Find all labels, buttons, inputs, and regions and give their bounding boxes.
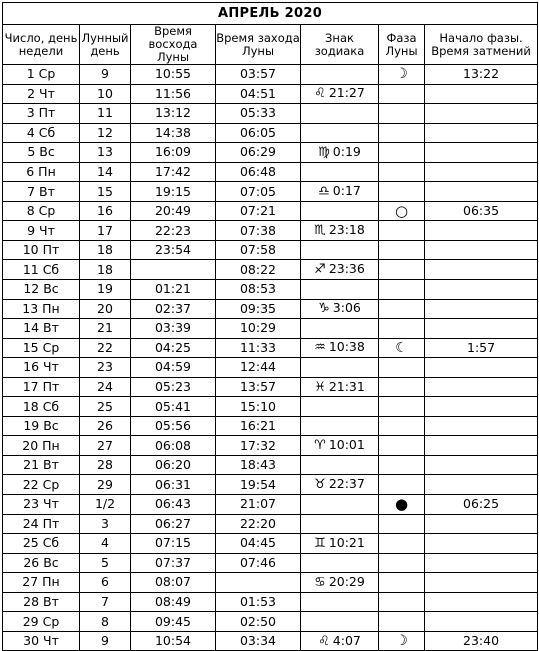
cell-phase-start [425, 162, 538, 182]
cell-lunar-day: 10 [80, 84, 131, 104]
cell-date: 19 Вс [3, 416, 80, 436]
cell-moonrise: 06:20 [131, 455, 216, 475]
cell-moonset: 15:10 [216, 397, 301, 417]
cell-date: 17 Пт [3, 377, 80, 397]
cell-lunar-day: 21 [80, 319, 131, 339]
cell-zodiac [301, 514, 379, 534]
cell-zodiac [301, 397, 379, 417]
cell-moonset: 12:44 [216, 358, 301, 378]
cell-lunar-day: 1/2 [80, 495, 131, 515]
cell-moonrise: 05:56 [131, 416, 216, 436]
cell-lunar-day: 18 [80, 260, 131, 280]
header-phase-start: Начало фазы. Время затмений [425, 25, 538, 65]
table-row [3, 475, 538, 495]
cell-lunar-day: 7 [80, 592, 131, 612]
cell-phase [379, 338, 425, 358]
cell-phase-start [425, 84, 538, 104]
cell-lunar-day: 3 [80, 514, 131, 534]
cell-phase [379, 397, 425, 417]
cell-moonrise: 09:45 [131, 612, 216, 632]
table-row [3, 299, 538, 319]
cell-moonset: 08:53 [216, 280, 301, 300]
cell-moonset: 18:43 [216, 455, 301, 475]
cell-moonrise: 04:25 [131, 338, 216, 358]
header-lunar-day: Лунный день [80, 25, 131, 65]
cell-phase-start [425, 319, 538, 339]
cell-lunar-day: 12 [80, 123, 131, 143]
cell-moonrise: 22:23 [131, 221, 216, 241]
cell-date: 20 Пн [3, 436, 80, 456]
cell-phase-start [425, 280, 538, 300]
cell-moonrise: 10:54 [131, 631, 216, 651]
cell-lunar-day: 11 [80, 104, 131, 124]
cell-moonrise: 13:12 [131, 104, 216, 124]
cell-zodiac [301, 338, 379, 358]
cell-moonset: 21:07 [216, 495, 301, 515]
cell-moonrise: 07:37 [131, 553, 216, 573]
table-row [3, 280, 538, 300]
zodiac-time: 3:06 [332, 300, 361, 316]
cell-moonrise: 20:49 [131, 201, 216, 221]
cell-date: 11 Сб [3, 260, 80, 280]
cell-lunar-day: 29 [80, 475, 131, 495]
cell-date: 29 Ср [3, 612, 80, 632]
cell-moonset: 06:48 [216, 162, 301, 182]
cell-phase-start [425, 475, 538, 495]
table-row [3, 573, 538, 593]
cell-phase-start [425, 436, 538, 456]
cell-date: 8 Ср [3, 201, 80, 221]
cell-phase-start [425, 260, 538, 280]
cell-moonrise: 06:08 [131, 436, 216, 456]
zodiac-time: 0:19 [332, 143, 361, 159]
cell-moonrise: 19:15 [131, 182, 216, 202]
cell-moonset: 01:53 [216, 592, 301, 612]
cell-zodiac [301, 319, 379, 339]
cell-phase [379, 612, 425, 632]
cell-phase-start [425, 358, 538, 378]
cell-moonset: 13:57 [216, 377, 301, 397]
table-row [3, 631, 538, 651]
table-body [3, 65, 538, 651]
cell-moonrise: 11:56 [131, 84, 216, 104]
pisces-icon: ♓ [314, 379, 326, 395]
table-row [3, 377, 538, 397]
cell-phase-start [425, 221, 538, 241]
cell-phase-start [425, 612, 538, 632]
table-row [3, 338, 538, 358]
cell-phase [379, 104, 425, 124]
leo-icon: ♌ [314, 86, 326, 102]
cell-moonset: 22:20 [216, 514, 301, 534]
cell-date: 7 Вт [3, 182, 80, 202]
cell-moonrise: 17:42 [131, 162, 216, 182]
table-title: АПРЕЛЬ 2020 [3, 3, 538, 25]
cell-moonrise: 01:21 [131, 280, 216, 300]
cell-moonset: 02:50 [216, 612, 301, 632]
cell-moonrise: 07:15 [131, 534, 216, 554]
cell-moonrise: 10:55 [131, 65, 216, 85]
cell-moonrise: 08:49 [131, 592, 216, 612]
table-row [3, 495, 538, 515]
cell-lunar-day: 20 [80, 299, 131, 319]
cell-zodiac [301, 143, 379, 163]
cell-moonset: 04:51 [216, 84, 301, 104]
cell-zodiac [301, 475, 379, 495]
cell-moonset: 17:32 [216, 436, 301, 456]
zodiac-time: 0:17 [332, 183, 361, 199]
cell-moonrise: 02:37 [131, 299, 216, 319]
cell-date: 4 Сб [3, 123, 80, 143]
cancer-icon: ♋ [314, 574, 326, 590]
cell-phase-start [425, 299, 538, 319]
cell-date: 28 Вт [3, 592, 80, 612]
cell-date: 2 Чт [3, 84, 80, 104]
cell-moonset: 05:33 [216, 104, 301, 124]
table-row [3, 455, 538, 475]
cell-moonset: 04:45 [216, 534, 301, 554]
cell-phase [379, 299, 425, 319]
cell-lunar-day: 26 [80, 416, 131, 436]
cell-date: 14 Вт [3, 319, 80, 339]
cell-phase [379, 221, 425, 241]
cell-phase [379, 495, 425, 515]
leo-icon: ♌ [318, 633, 330, 649]
cell-zodiac [301, 553, 379, 573]
table-row [3, 65, 538, 85]
cell-zodiac [301, 201, 379, 221]
cell-moonset: 07:05 [216, 182, 301, 202]
table-row [3, 436, 538, 456]
cell-lunar-day: 22 [80, 338, 131, 358]
cell-phase [379, 514, 425, 534]
cell-phase [379, 573, 425, 593]
cell-moonset: 10:29 [216, 319, 301, 339]
cell-zodiac [301, 436, 379, 456]
cell-phase [379, 377, 425, 397]
cell-phase [379, 201, 425, 221]
cell-lunar-day: 19 [80, 280, 131, 300]
cell-moonrise: 06:43 [131, 495, 216, 515]
cell-moonset: 19:54 [216, 475, 301, 495]
zodiac-time: 10:01 [328, 437, 365, 453]
cell-zodiac [301, 592, 379, 612]
virgo-icon: ♍ [318, 144, 330, 160]
header-phase: Фаза Луны [379, 25, 425, 65]
cell-date: 16 Чт [3, 358, 80, 378]
cell-zodiac [301, 104, 379, 124]
cell-moonrise: 05:41 [131, 397, 216, 417]
cell-zodiac [301, 260, 379, 280]
cell-moonrise: 06:31 [131, 475, 216, 495]
cell-phase-start: 06:25 [425, 495, 538, 515]
cell-zodiac [301, 573, 379, 593]
cell-phase [379, 182, 425, 202]
cell-moonrise: 06:27 [131, 514, 216, 534]
cell-date: 21 Вт [3, 455, 80, 475]
cell-phase-start: 13:22 [425, 65, 538, 85]
full-moon-icon: ○ [394, 201, 409, 220]
cell-phase [379, 65, 425, 85]
table-row [3, 240, 538, 260]
cell-date: 9 Чт [3, 221, 80, 241]
cell-zodiac [301, 358, 379, 378]
table-row [3, 553, 538, 573]
cell-phase [379, 162, 425, 182]
table-row [3, 201, 538, 221]
cell-moonset: 07:38 [216, 221, 301, 241]
libra-icon: ♎ [318, 184, 330, 200]
cell-date: 3 Пт [3, 104, 80, 124]
table-row [3, 123, 538, 143]
zodiac-time: 10:21 [328, 534, 365, 550]
cell-moonset: 09:35 [216, 299, 301, 319]
capricorn-icon: ♑ [318, 301, 330, 317]
cell-moonrise: 23:54 [131, 240, 216, 260]
cell-phase [379, 84, 425, 104]
header-zodiac: Знак зодиака [301, 25, 379, 65]
cell-date: 26 Вс [3, 553, 80, 573]
cell-lunar-day: 9 [80, 631, 131, 651]
cell-phase-start [425, 182, 538, 202]
cell-date: 1 Ср [3, 65, 80, 85]
cell-lunar-day: 27 [80, 436, 131, 456]
cell-phase-start [425, 123, 538, 143]
gemini-icon: ♊ [314, 535, 326, 551]
moon-calendar-table [2, 2, 538, 651]
cell-moonset: 03:34 [216, 631, 301, 651]
cell-lunar-day: 24 [80, 377, 131, 397]
cell-phase-start [425, 514, 538, 534]
cell-phase [379, 240, 425, 260]
cell-phase [379, 358, 425, 378]
cell-lunar-day: 15 [80, 182, 131, 202]
cell-zodiac [301, 495, 379, 515]
cell-date: 15 Ср [3, 338, 80, 358]
table-row [3, 416, 538, 436]
cell-moonrise: 14:38 [131, 123, 216, 143]
cell-phase [379, 592, 425, 612]
table-row [3, 182, 538, 202]
cell-lunar-day: 16 [80, 201, 131, 221]
zodiac-time: 20:29 [328, 573, 365, 589]
cell-moonset: 06:05 [216, 123, 301, 143]
cell-phase-start [425, 455, 538, 475]
cell-moonset: 11:33 [216, 338, 301, 358]
table-row [3, 514, 538, 534]
zodiac-time: 10:38 [328, 339, 365, 355]
cell-date: 23 Чт [3, 495, 80, 515]
cell-zodiac [301, 162, 379, 182]
cell-phase-start: 23:40 [425, 631, 538, 651]
cell-date: 24 Пт [3, 514, 80, 534]
cell-phase [379, 553, 425, 573]
cell-phase [379, 475, 425, 495]
cell-phase [379, 631, 425, 651]
first-quarter-icon: ☽ [395, 66, 408, 83]
cell-lunar-day: 9 [80, 65, 131, 85]
cell-zodiac [301, 221, 379, 241]
taurus-icon: ♉ [314, 477, 326, 493]
cell-moonrise: 08:07 [131, 573, 216, 593]
cell-zodiac [301, 377, 379, 397]
cell-phase-start: 06:35 [425, 201, 538, 221]
cell-moonset: 07:21 [216, 201, 301, 221]
cell-zodiac [301, 280, 379, 300]
cell-phase [379, 534, 425, 554]
zodiac-time: 22:37 [328, 476, 365, 492]
table-row [3, 84, 538, 104]
table-row [3, 162, 538, 182]
cell-zodiac [301, 631, 379, 651]
header-moonset: Время захода Луны [216, 25, 301, 65]
cell-date: 6 Пн [3, 162, 80, 182]
cell-phase [379, 280, 425, 300]
cell-moonrise: 05:23 [131, 377, 216, 397]
cell-date: 12 Вс [3, 280, 80, 300]
header-moonrise: Время восхода Луны [131, 25, 216, 65]
cell-moonrise: 04:59 [131, 358, 216, 378]
cell-phase [379, 455, 425, 475]
calendar-table-wrapper [2, 2, 538, 651]
cell-lunar-day: 25 [80, 397, 131, 417]
cell-date: 22 Ср [3, 475, 80, 495]
cell-moonset: 06:29 [216, 143, 301, 163]
cell-lunar-day: 23 [80, 358, 131, 378]
cell-moonset: 16:21 [216, 416, 301, 436]
cell-lunar-day: 6 [80, 573, 131, 593]
zodiac-time: 23:18 [328, 222, 365, 238]
table-row [3, 221, 538, 241]
cell-phase-start [425, 553, 538, 573]
scorpio-icon: ♏ [314, 223, 326, 239]
cell-date: 10 Пт [3, 240, 80, 260]
cell-date: 25 Сб [3, 534, 80, 554]
cell-zodiac [301, 123, 379, 143]
cell-phase-start [425, 104, 538, 124]
cell-date: 13 Пн [3, 299, 80, 319]
cell-moonset: 07:58 [216, 240, 301, 260]
cell-lunar-day: 13 [80, 143, 131, 163]
header-date: Число, день недели [3, 25, 80, 65]
cell-phase [379, 319, 425, 339]
cell-date: 30 Чт [3, 631, 80, 651]
cell-lunar-day: 14 [80, 162, 131, 182]
cell-zodiac [301, 240, 379, 260]
sagittarius-icon: ♐ [314, 262, 326, 278]
cell-date: 5 Вс [3, 143, 80, 163]
cell-moonrise: 03:39 [131, 319, 216, 339]
new-moon-icon: ● [394, 494, 409, 513]
cell-phase [379, 436, 425, 456]
cell-moonrise [131, 260, 216, 280]
cell-phase-start [425, 573, 538, 593]
cell-zodiac [301, 416, 379, 436]
cell-lunar-day: 18 [80, 240, 131, 260]
cell-moonrise: 16:09 [131, 143, 216, 163]
cell-phase [379, 416, 425, 436]
cell-zodiac [301, 612, 379, 632]
table-row [3, 319, 538, 339]
table-row [3, 592, 538, 612]
cell-phase-start [425, 416, 538, 436]
cell-phase-start [425, 592, 538, 612]
cell-phase-start [425, 534, 538, 554]
table-row [3, 612, 538, 632]
cell-lunar-day: 5 [80, 553, 131, 573]
table-row [3, 358, 538, 378]
table-row [3, 397, 538, 417]
cell-zodiac [301, 455, 379, 475]
cell-phase-start [425, 143, 538, 163]
table-row [3, 143, 538, 163]
cell-moonset [216, 573, 301, 593]
cell-moonset: 08:22 [216, 260, 301, 280]
cell-zodiac [301, 65, 379, 85]
cell-phase-start: 1:57 [425, 338, 538, 358]
aries-icon: ♈ [314, 438, 326, 454]
last-quarter-icon: ☾ [395, 339, 408, 356]
cell-phase-start [425, 397, 538, 417]
cell-phase-start [425, 240, 538, 260]
zodiac-time: 21:31 [328, 378, 365, 394]
cell-lunar-day: 28 [80, 455, 131, 475]
cell-phase [379, 260, 425, 280]
cell-moonset: 07:46 [216, 553, 301, 573]
cell-phase-start [425, 377, 538, 397]
cell-zodiac [301, 299, 379, 319]
first-quarter-icon: ☽ [395, 633, 408, 650]
cell-zodiac [301, 534, 379, 554]
zodiac-time: 23:36 [328, 261, 365, 277]
cell-phase [379, 123, 425, 143]
cell-phase [379, 143, 425, 163]
aquarius-icon: ♒ [314, 340, 326, 356]
cell-date: 27 Пн [3, 573, 80, 593]
zodiac-time: 21:27 [328, 85, 365, 101]
cell-lunar-day: 8 [80, 612, 131, 632]
cell-moonset: 03:57 [216, 65, 301, 85]
cell-lunar-day: 17 [80, 221, 131, 241]
table-row [3, 104, 538, 124]
cell-lunar-day: 4 [80, 534, 131, 554]
table-row [3, 534, 538, 554]
cell-zodiac [301, 84, 379, 104]
zodiac-time: 4:07 [332, 632, 361, 648]
cell-zodiac [301, 182, 379, 202]
table-row [3, 260, 538, 280]
cell-date: 18 Сб [3, 397, 80, 417]
